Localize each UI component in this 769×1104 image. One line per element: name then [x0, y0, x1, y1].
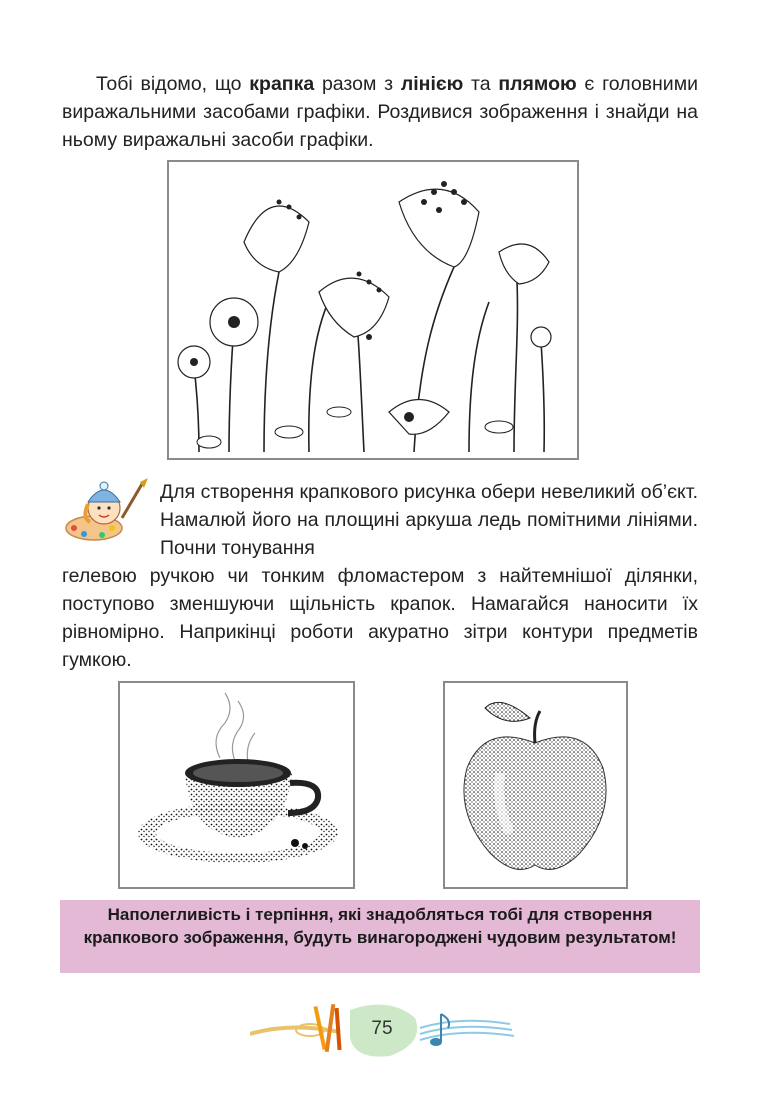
page-number: 75: [371, 1018, 393, 1039]
intro-text-1: Тобі відомо, що: [96, 73, 250, 95]
motivation-banner: Наполегливість і терпіння, які знадобляться тобі для створення крапкового зображення, будуть винагороджені чудовим результатом!: [60, 900, 700, 973]
artist-child-icon: [62, 478, 152, 544]
task-paragraph-first: Для створення крапкового рисунка обери невеликий об’єкт. Намалюй його на площині аркуша ледь помітними лініями. Почни тонування: [160, 481, 698, 559]
term-dot: крапка: [249, 73, 315, 95]
task-paragraph-rest: гелевою ручкою чи тонким фломастером з найтемнішої ділянки, поступово зменшуючи щільність крапок. Намагайся наносити їх рівномірно. Наприкінці роботи акуратно зітри контури предметів гумкою.: [62, 565, 698, 671]
cup-drawing: [120, 683, 353, 887]
flowers-drawing: [169, 162, 577, 458]
intro-text-4: є головними виражальними засобами графіки. Роздивися зображення і знайди на ньому виражальні засоби графіки.: [62, 73, 698, 151]
intro-text-3: та: [463, 73, 499, 95]
flowers-illustration: [167, 160, 579, 460]
term-spot: плямою: [498, 73, 577, 95]
intro-text-2: разом з: [314, 73, 401, 95]
intro-paragraph: [62, 70, 698, 154]
dotted-cup-picture: [118, 681, 355, 889]
term-line: лінією: [400, 73, 464, 95]
dotted-apple-picture: [443, 681, 628, 889]
apple-drawing: [445, 683, 626, 887]
